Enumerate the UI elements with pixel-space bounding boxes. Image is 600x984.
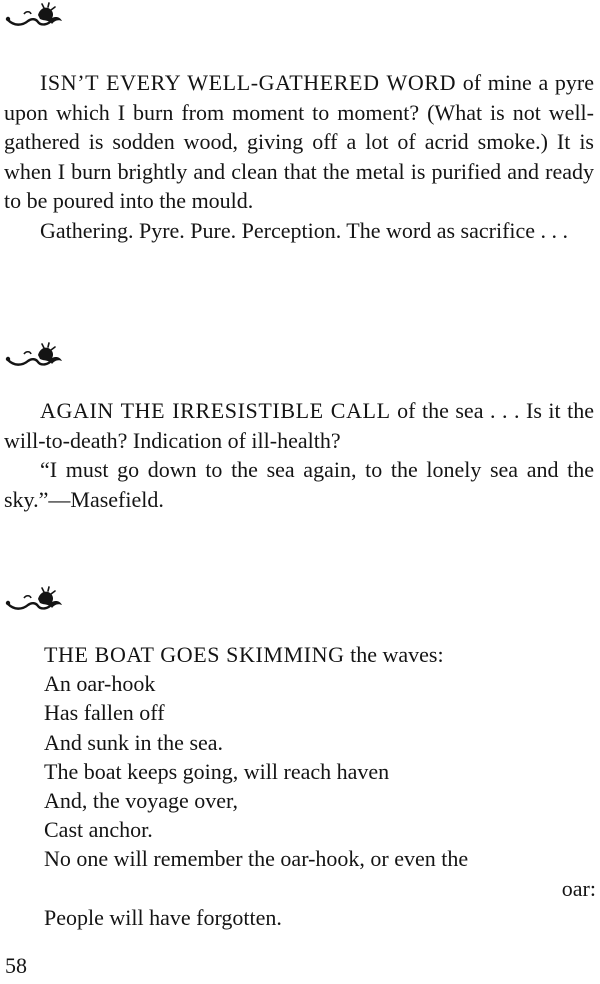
verse-first-line [44, 640, 596, 669]
entry-pyre-paragraph-2: Gathering. Pyre. Pure. Perception. The word as sacrifice . . . [40, 217, 569, 243]
ornament-flourish-icon [4, 342, 74, 372]
entry-boat-lead: THE BOAT GOES SKIMMING [44, 642, 345, 667]
entry-pyre-paragraph-1 [4, 68, 594, 216]
entry-boat-verse [44, 640, 596, 932]
verse-line: Has fallen off [44, 700, 165, 726]
verse-carry-over: oar: [561, 875, 596, 901]
ornament-flourish-icon [4, 2, 74, 32]
verse-line: An oar-hook [44, 671, 156, 697]
verse-line: Cast anchor. [44, 817, 153, 843]
verse-line: No one will remember the oar-hook, or even the [44, 846, 469, 872]
entry-sea-call-text: of the sea . . . Is it the will-to-death? Indication of ill-health? [4, 398, 594, 453]
entry-pyre-lead: ISN’T EVERY WELL-GATHERED WORD [40, 70, 457, 95]
entry-pyre-text: of mine a pyre upon which I burn from moment to moment? (What is not well-gathered is sodden wood, giving off a lot of acrid smoke.) It is when I burn brightly and clean that the metal is purified and ready to be poured into the mould. [4, 70, 594, 214]
ornament-flourish-icon [4, 586, 74, 616]
verse-line: And sunk in the sea. [44, 729, 224, 755]
entry-pyre [4, 68, 594, 246]
entry-sea-call-paragraph-1 [4, 396, 594, 455]
entry-sea-call [4, 396, 594, 514]
page-number: 58 [5, 953, 27, 978]
entry-sea-call-lead: AGAIN THE IRRESISTIBLE CALL [40, 398, 391, 423]
entry-boat-lead-rest: the waves: [344, 642, 444, 667]
verse-line: The boat keeps going, will reach haven [44, 758, 390, 784]
entry-sea-call-quote: “I must go down to the sea again, to the lonely sea and the sky.”—Masefield. [4, 457, 594, 512]
verse-line: And, the voyage over, [44, 788, 239, 814]
verse-final-line: People will have forgotten. [44, 904, 282, 930]
